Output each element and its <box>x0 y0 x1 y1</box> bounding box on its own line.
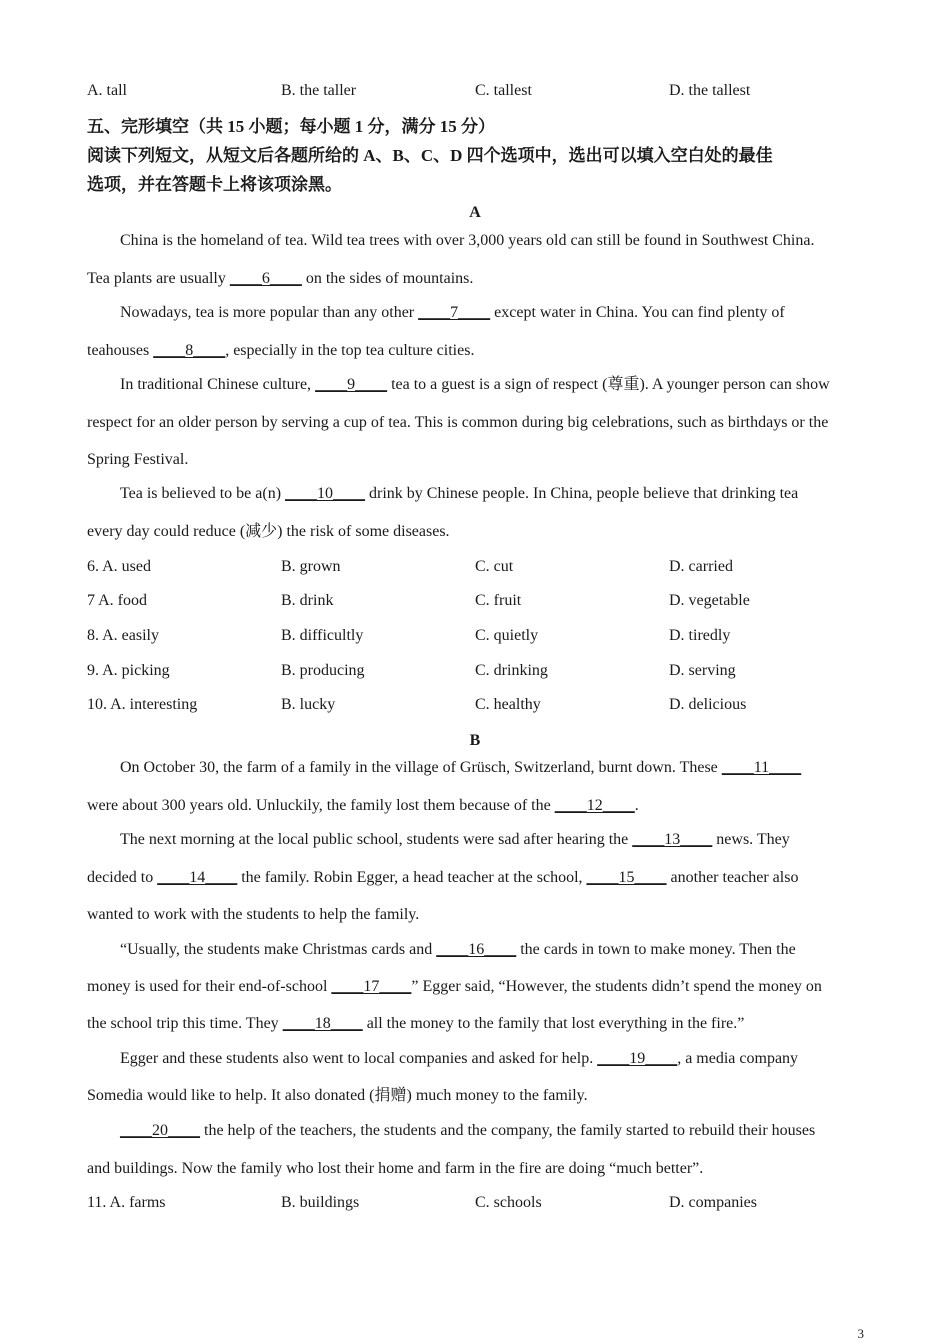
option-c: C. drinking <box>475 662 548 679</box>
option-d: D. serving <box>669 662 736 679</box>
option-b: B. producing <box>281 662 365 679</box>
question-7 <box>87 590 867 612</box>
option-b: B. buildings <box>281 1194 360 1211</box>
passage-line: ____20____ the help of the teachers, the students and the company, the family started to rebuild their houses <box>120 1120 815 1142</box>
passage-line: were about 300 years old. Unluckily, the family lost them because of the ____12____. <box>87 795 639 817</box>
passage-line: Somedia would like to help. It also donated (捐赠) much money to the family. <box>87 1087 588 1104</box>
option-d: D. companies <box>669 1194 757 1211</box>
option-a: 7 A. food <box>87 592 147 609</box>
blank-6: ____6____ <box>229 270 302 287</box>
blank-19: ____19____ <box>597 1050 678 1067</box>
option-a: 8. A. easily <box>87 627 159 644</box>
passage-line: wanted to work with the students to help the family. <box>87 906 420 923</box>
option-d: D. tiredly <box>669 627 731 644</box>
option-b: B. difficultly <box>281 627 364 644</box>
blank-18: ____18____ <box>282 1015 363 1032</box>
blank-8: ____8____ <box>153 342 226 359</box>
section-instruction: 阅读下列短文，从短文后各题所给的 A、B、C、D 四个选项中，选出可以填入空白处的最佳 <box>87 146 773 165</box>
blank-20: ____20____ <box>120 1122 200 1139</box>
passage-line: decided to ____14____ the family. Robin Egger, a head teacher at the school, ____15____ another teacher also <box>87 867 798 889</box>
blank-16: ____16____ <box>436 941 517 958</box>
passage-line: Tea is believed to be a(n) ____10____ drink by Chinese people. In China, people believe that drinking tea <box>120 483 798 505</box>
passage-line: China is the homeland of tea. Wild tea trees with over 3,000 years old can still be found in Southwest China. <box>120 232 815 249</box>
passage-line: respect for an older person by serving a cup of tea. This is common during big celebrations, such as birthdays or the <box>87 414 829 431</box>
passage-line: “Usually, the students make Christmas cards and ____16____ the cards in town to make money. Then the <box>120 939 796 961</box>
option-b: B. drink <box>281 592 334 609</box>
option-c: C. cut <box>475 558 514 575</box>
option-a: 9. A. picking <box>87 662 170 679</box>
blank-13: ____13____ <box>632 831 713 848</box>
option-c: C. fruit <box>475 592 522 609</box>
question-6 <box>87 556 867 578</box>
passage-line: money is used for their end-of-school ____17____” Egger said, “However, the students didn’t spend the money on <box>87 976 822 998</box>
passage-line: the school trip this time. They ____18____ all the money to the family that lost everything in the fire.” <box>87 1013 744 1035</box>
passage-line: In traditional Chinese culture, ____9____ tea to a guest is a sign of respect (尊重). A younger person can show <box>120 374 830 396</box>
option-d: D. carried <box>669 558 733 575</box>
option-a: 6. A. used <box>87 558 151 575</box>
blank-7: ____7____ <box>418 304 491 321</box>
passage-label: B <box>469 732 481 749</box>
passage-line: Nowadays, tea is more popular than any other ____7____ except water in China. You can find plenty of <box>120 302 785 324</box>
passage-line: The next morning at the local public school, students were sad after hearing the ____13____ news. They <box>120 829 790 851</box>
blank-17: ____17____ <box>331 978 412 995</box>
blank-12: ____12____ <box>554 797 635 814</box>
question-10 <box>87 694 867 716</box>
passage-line: teahouses ____8____, especially in the top tea culture cities. <box>87 340 474 362</box>
option-d: D. the tallest <box>669 82 751 99</box>
passage-label: A <box>469 204 481 221</box>
passage-line: Egger and these students also went to local companies and asked for help. ____19____, a media company <box>120 1048 798 1070</box>
passage-line: every day could reduce (减少) the risk of some diseases. <box>87 523 450 540</box>
blank-10: ____10____ <box>285 485 366 502</box>
blank-9: ____9____ <box>315 376 388 393</box>
option-c: C. quietly <box>475 627 539 644</box>
question-11 <box>87 1192 867 1214</box>
blank-14: ____14____ <box>157 869 238 886</box>
option-c: C. tallest <box>475 82 532 99</box>
option-a: A. tall <box>87 82 127 99</box>
blank-11: ____11____ <box>721 759 802 776</box>
option-d: D. vegetable <box>669 592 750 609</box>
passage-line: and buildings. Now the family who lost their home and farm in the fire are doing “much better”. <box>87 1160 704 1177</box>
q5-options <box>87 80 867 102</box>
passage-line: On October 30, the farm of a family in the village of Grüsch, Switzerland, burnt down. These ____11____ <box>120 757 801 779</box>
passage-line: Tea plants are usually ____6____ on the sides of mountains. <box>87 268 473 290</box>
option-c: C. schools <box>475 1194 542 1211</box>
section-instruction: 选项，并在答题卡上将该项涂黑。 <box>87 175 342 194</box>
option-b: B. lucky <box>281 696 336 713</box>
passage-line: Spring Festival. <box>87 451 189 468</box>
option-a: 11. A. farms <box>87 1194 166 1211</box>
section-title: 五、完形填空（共 15 小题；每小题 1 分，满分 15 分） <box>87 117 495 136</box>
option-b: B. the taller <box>281 82 357 99</box>
question-9 <box>87 660 867 682</box>
option-b: B. grown <box>281 558 341 575</box>
option-c: C. healthy <box>475 696 541 713</box>
blank-15: ____15____ <box>586 869 667 886</box>
question-8 <box>87 625 867 647</box>
option-a: 10. A. interesting <box>87 696 198 713</box>
option-d: D. delicious <box>669 696 747 713</box>
page-number: 3 <box>857 1326 864 1341</box>
